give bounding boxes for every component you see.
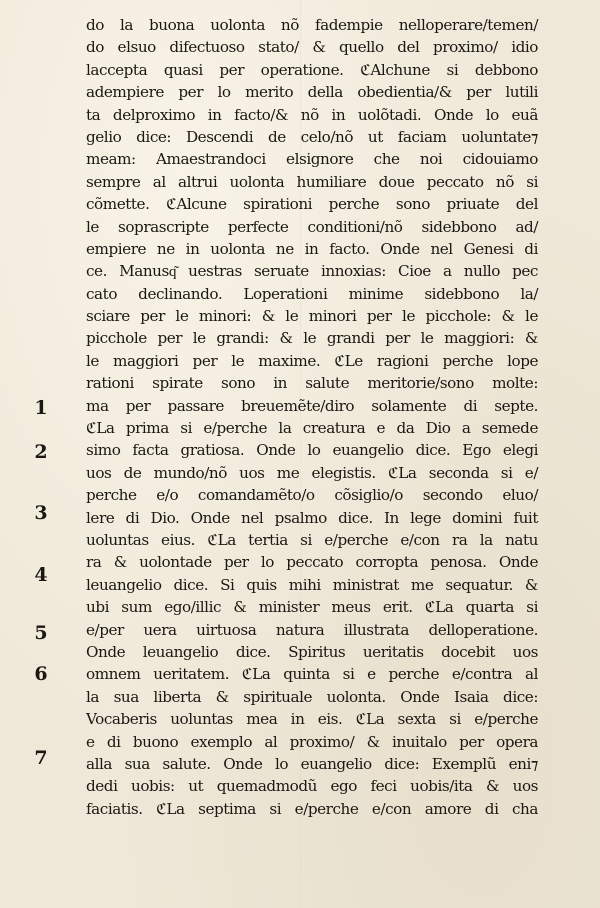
text-line: laccepta quasi per operatione. ℭAlchune si debbono [86,60,538,79]
text-line: meam: Amaestrandoci elsignore che noi cidouiamo [86,150,538,169]
text-line: uos de mundo/nõ uos me elegistis. ℭLa seconda si e/ [86,463,538,482]
text-line: sempre al altrui uolonta humiliare doue peccato nõ si [86,172,538,191]
text-line: alla sua salute. Onde lo euangelio dice: Exemplũ eni⁊ [86,754,538,773]
text-line: cõmette. ℭAlcune spirationi perche sono priuate del [86,195,538,214]
text-line: e di buono exemplo al proximo/ & inuitalo per opera [86,732,538,751]
text-line: gelio dice: Descendi de celo/nõ ut faciam uoluntate⁊ [86,127,538,146]
text-line: cato declinando. Loperationi minime sidebbono la/ [86,284,538,303]
margin-numeral-2: 2 [34,441,48,463]
text-line: adempiere per lo merito della obedientia/& per lutili [86,83,538,102]
text-line: picchole per le grandi: & le grandi per le maggiori: & [86,329,538,348]
text-line: ma per passare breuemẽte/diro solamente di septe. [86,396,538,415]
text-line: lere di Dio. Onde nel psalmo dice. In lege domini fuit [86,508,538,527]
margin-numeral-7: 7 [34,747,48,769]
text-line: ce. Manusq͂ uestras seruate innoxias: Cioe a nullo pec [86,262,538,281]
text-line: ubi sum ego/illic & minister meus erit. ℭLa quarta si [86,598,538,617]
text-line: do la buona uolonta nõ fadempie nelloperare/temen/ [86,16,538,34]
margin-numeral-3: 3 [34,502,48,524]
text-line: empiere ne in uolonta ne in facto. Onde nel Genesi di [86,239,538,258]
text-line: le soprascripte perfecte conditioni/nõ sidebbono ad/ [86,217,538,236]
text-line: ta delproximo in facto/& nõ in uolõtadi. Onde lo euã [86,105,538,124]
text-line: faciatis. ℭLa septima si e/perche e/con amore di cha [86,799,538,818]
text-line: le maggiori per le maxime. ℭLe ragioni perche lope [86,351,538,370]
text-line: la sua liberta & spirituale uolonta. Onde Isaia dice: [86,687,538,706]
text-line: dedi uobis: ut quemadmodũ ego feci uobis/ita & uos [86,777,538,796]
margin-numeral-6: 6 [34,663,48,685]
margin-numeral-4: 4 [34,564,48,586]
text-line: ra & uolontade per lo peccato corropta penosa. Onde [86,553,538,572]
text-line: sciare per le minori: & le minori per le picchole: & le [86,307,538,326]
text-line: ℭLa prima si e/perche la creatura e da Dio a semede [86,419,538,438]
text-line: e/per uera uirtuosa natura illustrata delloperatione. [86,620,538,639]
text-line: omnem ueritatem. ℭLa quinta si e perche e/contra al [86,665,538,684]
text-line: leuangelio dice. Si quis mihi ministrat me sequatur. & [86,575,538,594]
margin-numeral-5: 5 [34,622,48,644]
text-line: do elsuo difectuoso stato/ & quello del proximo/ idio [86,38,538,57]
text-line: uoluntas eius. ℭLa tertia si e/perche e/con ra la natu [86,530,538,549]
body-text [86,14,538,820]
margin-numeral-1: 1 [34,397,48,419]
text-line: rationi spirate sono in salute meritorie/sono molte: [86,374,538,393]
text-line: Vocaberis uoluntas mea in eis. ℭLa sexta si e/perche [86,710,538,729]
text-line: Onde leuangelio dice. Spiritus ueritatis docebit uos [86,642,538,661]
text-line: perche e/o comandamẽto/o cõsiglio/o secondo eluo/ [86,486,538,505]
text-line: simo facta gratiosa. Onde lo euangelio dice. Ego elegi [86,441,538,460]
